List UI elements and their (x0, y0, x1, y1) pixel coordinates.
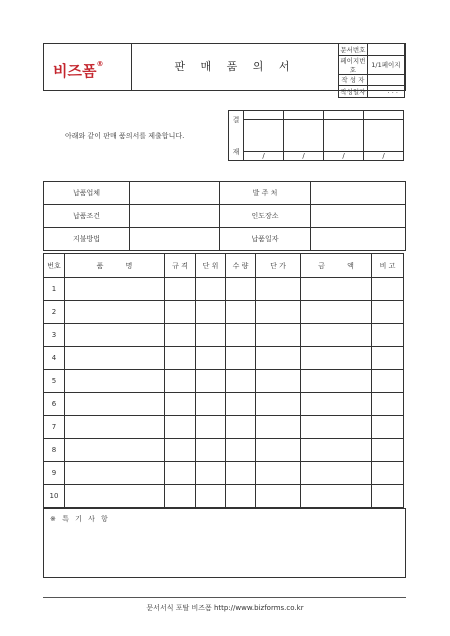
item-cell[interactable] (301, 393, 372, 416)
item-cell[interactable] (226, 416, 256, 439)
item-number: 6 (44, 393, 65, 416)
info-row (44, 182, 406, 205)
meta-row (339, 74, 405, 86)
item-row (44, 324, 404, 347)
info-label: 납품일자 (220, 228, 311, 251)
item-cell[interactable] (165, 347, 196, 370)
item-number: 2 (44, 301, 65, 324)
info-value[interactable] (130, 182, 220, 205)
item-row (44, 370, 404, 393)
item-row (44, 439, 404, 462)
item-cell[interactable] (65, 301, 165, 324)
approval-label: 결 재 (229, 111, 244, 161)
item-cell[interactable] (372, 393, 404, 416)
col-header-item: 품 명 (65, 254, 165, 278)
item-number: 7 (44, 416, 65, 439)
item-cell[interactable] (256, 324, 301, 347)
meta-label: 페이지번호 (340, 56, 366, 74)
item-cell[interactable] (226, 347, 256, 370)
item-cell[interactable] (165, 324, 196, 347)
col-header-unit-price: 단 가 (256, 254, 301, 278)
item-cell[interactable] (372, 462, 404, 485)
meta-row (339, 86, 405, 98)
item-cell[interactable] (256, 301, 301, 324)
bizforms-logo (53, 60, 103, 81)
item-cell[interactable] (165, 416, 196, 439)
item-row (44, 485, 404, 508)
document-meta-table (338, 43, 405, 98)
item-cell[interactable] (301, 439, 372, 462)
item-cell[interactable] (165, 462, 196, 485)
approval-sign-cell[interactable] (284, 120, 324, 152)
item-cell[interactable] (65, 439, 165, 462)
item-cell[interactable] (196, 301, 226, 324)
info-value[interactable] (130, 205, 220, 228)
col-header-remarks: 비 고 (372, 254, 404, 278)
item-cell[interactable] (65, 485, 165, 508)
item-cell[interactable] (301, 485, 372, 508)
item-cell[interactable] (196, 278, 226, 301)
meta-label: 작성일자 (339, 86, 368, 98)
info-label: 인도장소 (220, 205, 311, 228)
item-number: 1 (44, 278, 65, 301)
item-cell[interactable] (226, 439, 256, 462)
approval-title-cell[interactable] (244, 111, 284, 120)
item-cell[interactable] (372, 301, 404, 324)
item-cell[interactable] (196, 485, 226, 508)
item-cell[interactable] (226, 370, 256, 393)
meta-value[interactable] (367, 74, 404, 86)
col-header-amount: 금 액 (301, 254, 372, 278)
item-cell[interactable] (65, 370, 165, 393)
document-title: 판 매 품 의 서 (174, 60, 296, 73)
info-row (44, 205, 406, 228)
item-cell[interactable] (65, 393, 165, 416)
meta-value[interactable]: . . . (367, 86, 404, 98)
item-cell[interactable] (372, 278, 404, 301)
item-row (44, 462, 404, 485)
items-header-row (44, 254, 404, 278)
info-row (44, 228, 406, 251)
approval-date-cell[interactable]: / (364, 152, 404, 161)
approval-title-cell[interactable] (284, 111, 324, 120)
info-label: 지불방법 (44, 228, 130, 251)
item-cell[interactable] (256, 393, 301, 416)
info-label: 납품조건 (44, 205, 130, 228)
item-cell[interactable] (301, 324, 372, 347)
item-cell[interactable] (372, 324, 404, 347)
registered-mark: ® (96, 60, 104, 68)
item-cell[interactable] (301, 347, 372, 370)
footer-divider (43, 597, 406, 598)
submission-notice: 아래와 같이 판매 품의서를 제출합니다. (65, 132, 185, 140)
item-cell[interactable] (256, 462, 301, 485)
meta-row (339, 55, 405, 74)
approval-date-cell[interactable]: / (324, 152, 364, 161)
item-cell[interactable] (196, 439, 226, 462)
info-value[interactable] (311, 228, 406, 251)
meta-label: 작 성 자 (339, 74, 368, 86)
item-cell[interactable] (256, 370, 301, 393)
approval-date-cell[interactable]: / (244, 152, 284, 161)
item-cell[interactable] (226, 485, 256, 508)
item-cell[interactable] (65, 278, 165, 301)
special-notes-box[interactable] (43, 508, 406, 578)
item-cell[interactable] (256, 347, 301, 370)
item-cell[interactable] (165, 278, 196, 301)
item-cell[interactable] (196, 370, 226, 393)
item-cell[interactable] (165, 393, 196, 416)
item-row (44, 301, 404, 324)
info-value[interactable] (311, 182, 406, 205)
item-cell[interactable] (372, 416, 404, 439)
item-cell[interactable] (196, 416, 226, 439)
item-cell[interactable] (301, 278, 372, 301)
item-number: 5 (44, 370, 65, 393)
approval-sign-cell[interactable] (364, 120, 404, 152)
col-header-unit: 단 위 (196, 254, 226, 278)
item-cell[interactable] (372, 485, 404, 508)
item-row (44, 416, 404, 439)
item-cell[interactable] (256, 485, 301, 508)
item-cell[interactable] (372, 347, 404, 370)
item-cell[interactable] (372, 370, 404, 393)
item-cell[interactable] (165, 439, 196, 462)
item-number: 4 (44, 347, 65, 370)
item-row (44, 393, 404, 416)
item-cell[interactable] (196, 393, 226, 416)
item-number: 3 (44, 324, 65, 347)
item-cell[interactable] (196, 347, 226, 370)
logo-cell (44, 44, 132, 90)
item-cell[interactable] (65, 324, 165, 347)
item-cell[interactable] (165, 485, 196, 508)
logo-text: 비즈폼 (53, 62, 97, 80)
item-cell[interactable] (196, 462, 226, 485)
item-cell[interactable] (226, 278, 256, 301)
meta-label: 문서번호 (339, 44, 368, 56)
item-cell[interactable] (301, 370, 372, 393)
approval-grid (228, 110, 404, 161)
info-label: 발 주 처 (220, 182, 311, 205)
document-header (43, 43, 406, 96)
special-notes-label: ※ 특 기 사 항 (50, 515, 110, 523)
meta-value[interactable]: 1/1페이지 (367, 55, 404, 74)
item-cell[interactable] (226, 301, 256, 324)
item-cell[interactable] (256, 439, 301, 462)
approval-date-cell[interactable]: / (284, 152, 324, 161)
approval-sign-cell[interactable] (324, 120, 364, 152)
item-cell[interactable] (226, 462, 256, 485)
meta-value[interactable] (367, 44, 404, 56)
item-cell[interactable] (65, 347, 165, 370)
info-value[interactable] (311, 205, 406, 228)
item-cell[interactable] (301, 301, 372, 324)
col-header-spec: 규 격 (165, 254, 196, 278)
item-cell[interactable] (165, 370, 196, 393)
footer-text: 문서서식 포탈 비즈폼 http://www.bizforms.co.kr (146, 604, 304, 612)
item-number: 8 (44, 439, 65, 462)
approval-sign-cell[interactable] (244, 120, 284, 152)
approval-title-cell[interactable] (324, 111, 364, 120)
order-info-table (43, 181, 406, 251)
item-cell[interactable] (256, 416, 301, 439)
item-cell[interactable] (65, 462, 165, 485)
info-label: 납품업체 (44, 182, 130, 205)
info-value[interactable] (130, 228, 220, 251)
item-cell[interactable] (226, 324, 256, 347)
item-cell[interactable] (301, 462, 372, 485)
item-row (44, 278, 404, 301)
item-cell[interactable] (165, 301, 196, 324)
item-cell[interactable] (301, 416, 372, 439)
approval-title-cell[interactable] (364, 111, 404, 120)
item-row (44, 347, 404, 370)
item-number: 9 (44, 462, 65, 485)
item-cell[interactable] (256, 278, 301, 301)
item-cell[interactable] (226, 393, 256, 416)
item-cell[interactable] (196, 324, 226, 347)
meta-row (339, 44, 405, 56)
item-cell[interactable] (65, 416, 165, 439)
item-number: 10 (44, 485, 65, 508)
col-header-qty: 수 량 (226, 254, 256, 278)
item-cell[interactable] (372, 439, 404, 462)
items-table (43, 253, 404, 508)
col-header-no: 번호 (44, 254, 65, 278)
